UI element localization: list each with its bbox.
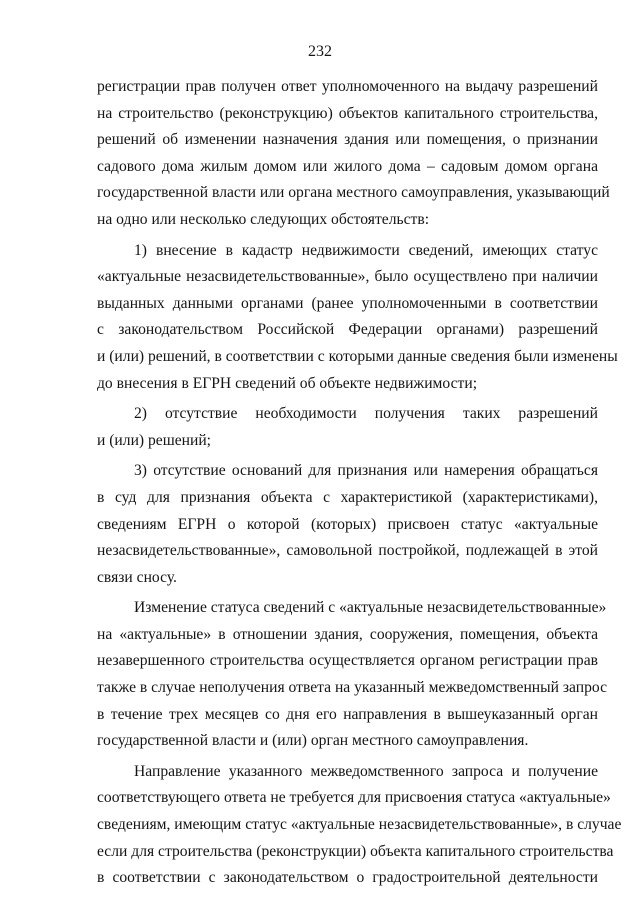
paragraph — [97, 74, 610, 234]
text-line: сведениям, имеющим статус «актуальные незасвидетельствованные», в случае — [97, 816, 622, 834]
text-line: 3) отсутствие оснований для признания или намерения обращаться — [134, 462, 598, 480]
paragraph — [97, 238, 618, 398]
text-line: садового дома жилым домом или жилого дома – садовым домом органа — [97, 157, 598, 175]
text-line: 2) отсутствие необходимости получения таких разрешений — [134, 405, 598, 423]
text-line: соответствующего ответа не требуется для присвоения статуса «актуальные» — [97, 789, 611, 807]
text-line: и (или) решений, в соответствии с которыми данные сведения были изменены — [97, 347, 618, 365]
text-line: на «актуальные» в отношении здания, сооружения, помещения, объекта — [97, 625, 598, 643]
paragraph — [97, 458, 598, 591]
text-line: в течение трех месяцев со дня его направления в вышеуказанный орган — [97, 705, 598, 723]
text-line: сведениям ЕГРН о которой (которых) присвоен статус «актуальные — [97, 515, 598, 533]
text-line: государственной власти или органа местного самоуправления, указывающий — [97, 184, 610, 202]
text-line: до внесения в ЕГРН сведений об объекте недвижимости; — [97, 374, 478, 392]
text-line: также в случае неполучения ответа на указанный межведомственный запрос — [97, 679, 607, 697]
text-line: в суд для признания объекта с характеристикой (характеристиками), — [97, 488, 598, 506]
paragraph — [97, 401, 598, 454]
text-line: если для строительства (реконструкции) объекта капитального строительства — [97, 842, 614, 860]
text-line: незасвидетельствованные», самовольной постройкой, подлежащей в этой — [97, 542, 598, 560]
text-line: Направление указанного межведомственного запроса и получение — [134, 762, 598, 780]
text-line: и (или) решений; — [97, 431, 212, 449]
text-line: на строительство (реконструкцию) объектов капитального строительства, — [97, 104, 598, 122]
text-line: связи сносу. — [97, 568, 177, 586]
text-line: в соответствии с законодательством о градостроительной деятельности — [97, 869, 598, 887]
text-line: решений об изменении назначения здания или помещения, о признании — [97, 131, 598, 149]
text-line: «актуальные незасвидетельствованные», было осуществлено при наличии — [97, 268, 598, 286]
text-line: выданных данными органами (ранее уполномоченными в соответствии — [97, 294, 598, 312]
text-line: регистрации прав получен ответ уполномоченного на выдачу разрешений — [97, 78, 598, 95]
text-line: с законодательством Российской Федерации органами) разрешений — [97, 321, 598, 339]
text-line: незавершенного строительства осуществляется органом регистрации прав — [97, 652, 598, 670]
text-line: на одно или несколько следующих обстоятельств: — [97, 210, 430, 228]
body-text — [97, 74, 622, 892]
text-line: Изменение статуса сведений с «актуальные незасвидетельствованные» — [134, 599, 607, 617]
paragraph — [97, 595, 607, 755]
page-number: 232 — [308, 43, 332, 60]
paragraph — [97, 759, 622, 892]
text-line: 1) внесение в кадастр недвижимости сведений, имеющих статус — [134, 241, 598, 259]
text-line: государственной власти и (или) орган местного самоуправления. — [97, 732, 529, 750]
